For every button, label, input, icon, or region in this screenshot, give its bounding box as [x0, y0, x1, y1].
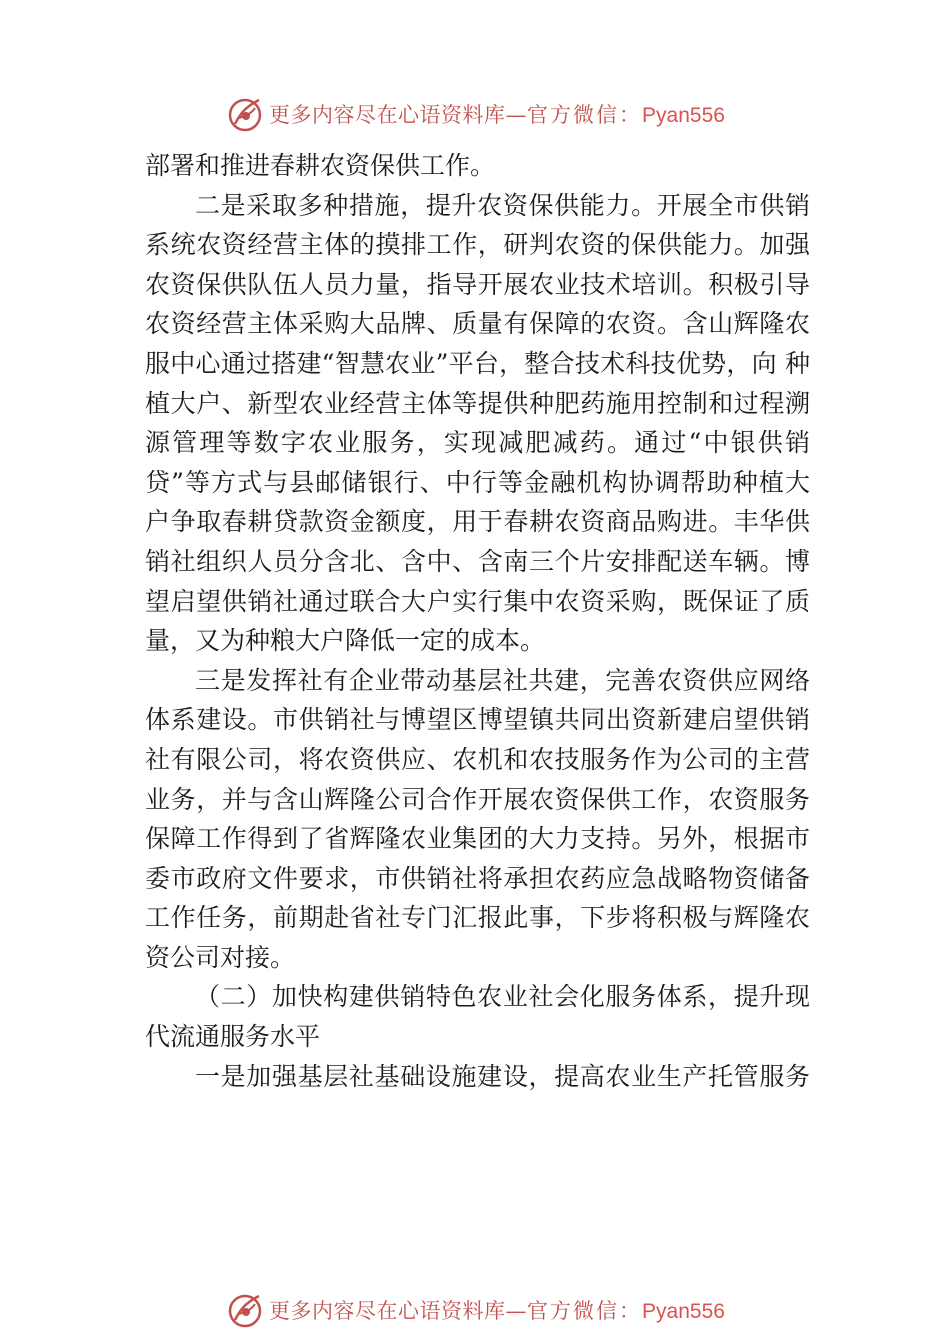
text-line: 业务，并与含山辉隆公司合作开展农资保供工作，农资服务 — [145, 784, 810, 814]
text-line: 资公司对接。 — [145, 942, 296, 972]
banner-wechat-id: Pyan556 — [642, 104, 725, 127]
text-line: 望启望供销社通过联合大户实行集中农资采购，既保证了质 — [145, 586, 810, 616]
text-line: 社有限公司，将农资供应、农机和农技服务作为公司的主营 — [145, 744, 810, 774]
banner-text — [269, 99, 725, 129]
text-line: 部署和推进春耕农资保供工作。 — [145, 151, 496, 180]
banner-separator: — — [505, 103, 528, 127]
logo-icon — [225, 1290, 265, 1330]
text-line: 一是加强基层社基础设施建设，提高农业生产托管服务 — [195, 1061, 810, 1091]
banner-wechat-label: 官方微信： — [527, 1299, 643, 1323]
text-line: 量，又为种粮大户降低一定的成本。 — [145, 626, 546, 656]
text-line: 服中心通过搭建“智慧农业”平台，整合技术科技优势，向 种 — [145, 348, 810, 378]
footer-banner — [0, 1288, 950, 1332]
document-body — [145, 146, 810, 1096]
text-line: 农资保供队伍人员力量，指导开展农业技术培训。积极引导 — [145, 269, 810, 299]
header-banner — [0, 92, 950, 136]
section-heading-line: 代流通服务水平 — [145, 1022, 321, 1052]
text-line: 植大户、新型农业经营主体等提供种肥药施用控制和过程溯 — [145, 388, 810, 418]
text-line: 工作任务，前期赴省社专门汇报此事，下步将积极与辉隆农 — [145, 903, 810, 933]
section-heading-line: （二）加快构建供销特色农业社会化服务体系，提升现 — [195, 982, 810, 1012]
text-line: 农资经营主体采购大品牌、质量有保障的农资。含山辉隆农 — [145, 309, 810, 339]
text-line: 体系建设。市供销社与博望区博望镇共同出资新建启望供销 — [145, 705, 810, 735]
banner-wechat-label: 官方微信： — [527, 103, 643, 127]
text-line: 贷”等方式与县邮储银行、中行等金融机构协调帮助种植大 — [145, 467, 810, 497]
text-line: 销社组织人员分含北、含中、含南三个片安排配送车辆。博 — [145, 546, 810, 576]
banner-wechat-id: Pyan556 — [642, 1300, 725, 1323]
banner-site-text: 更多内容尽在心语资料库 — [269, 103, 506, 127]
text-line: 保障工作得到了省辉隆农业集团的大力支持。另外，根据市 — [145, 824, 810, 854]
text-line: 户争取春耕贷款资金额度，用于春耕农资商品购进。丰华供 — [145, 507, 810, 537]
text-line: 源管理等数字农业服务，实现减肥减药。通过“中银供销 — [145, 428, 810, 458]
banner-site-text: 更多内容尽在心语资料库 — [269, 1299, 506, 1323]
logo-icon — [225, 94, 265, 134]
text-line: 二是采取多种措施，提升农资保供能力。开展全市供销 — [195, 190, 810, 220]
banner-separator: — — [505, 1299, 528, 1323]
text-line: 三是发挥社有企业带动基层社共建，完善农资供应网络 — [195, 665, 810, 695]
text-line: 委市政府文件要求，市供销社将承担农药应急战略物资储备 — [145, 863, 810, 893]
banner-text — [269, 1295, 725, 1325]
text-line: 系统农资经营主体的摸排工作，研判农资的保供能力。加强 — [145, 230, 810, 260]
